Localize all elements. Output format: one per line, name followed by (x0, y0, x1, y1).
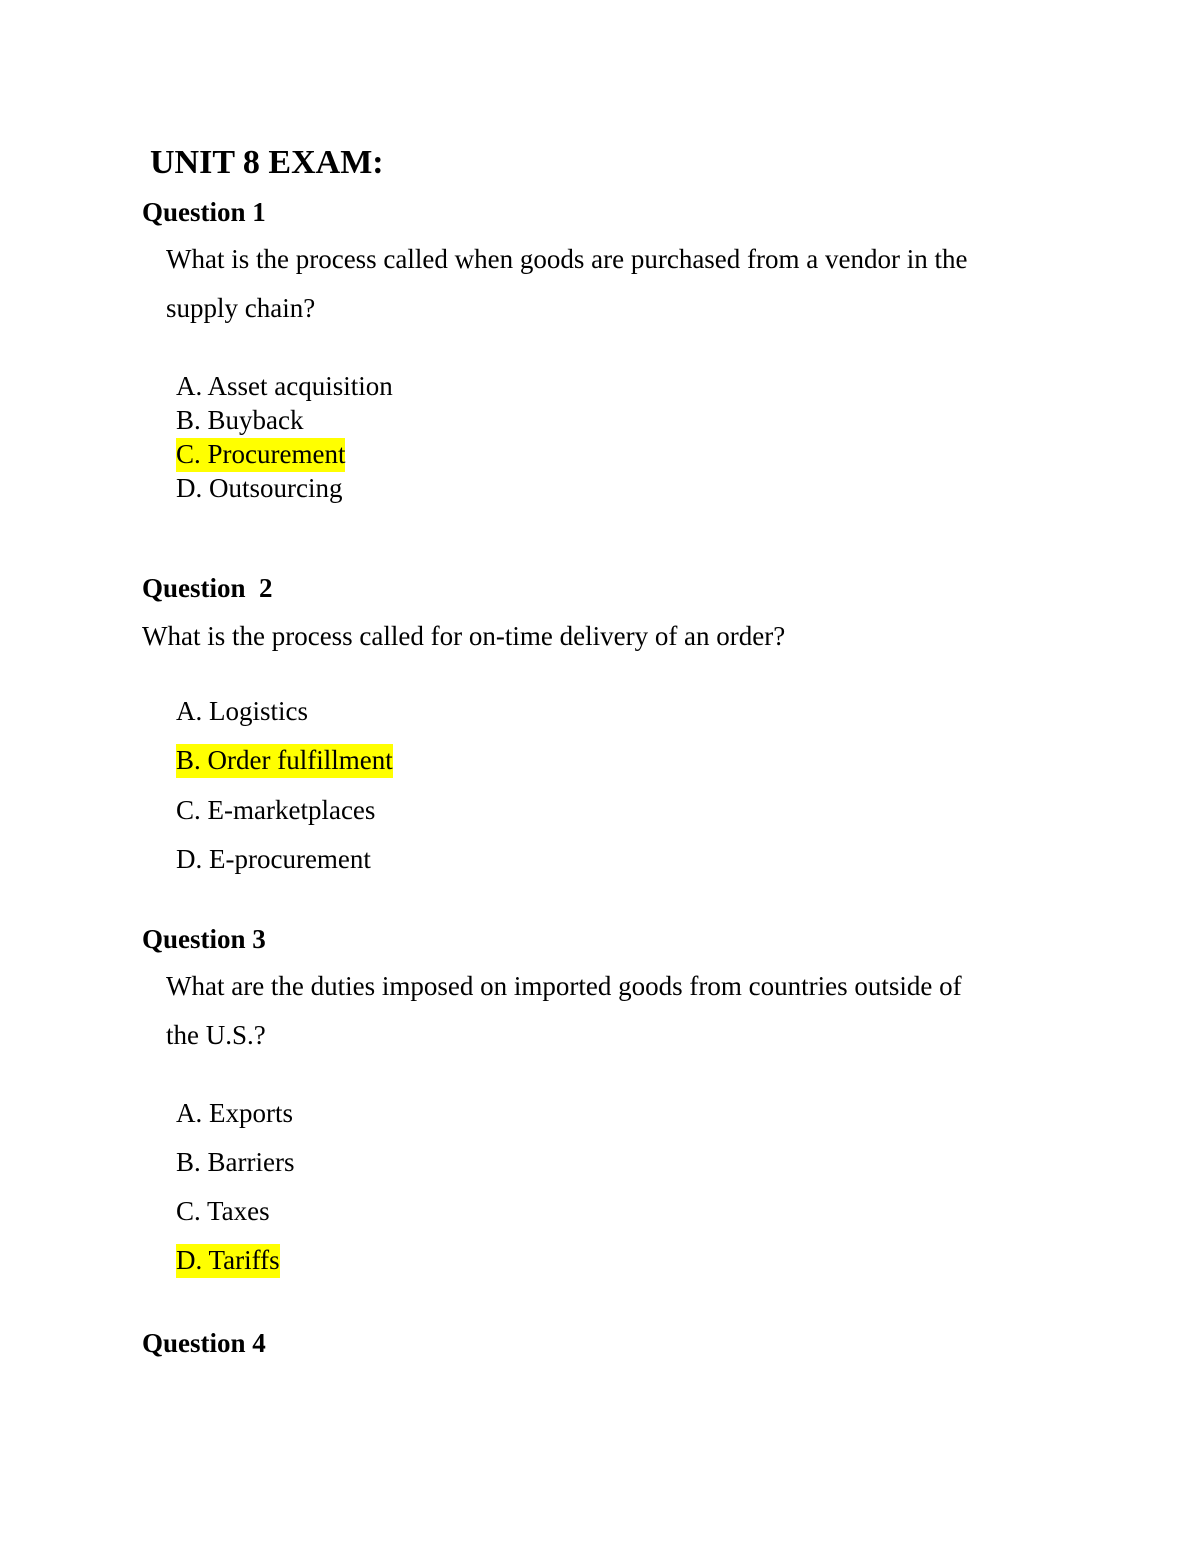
question-2-heading: Question 2 (142, 573, 273, 603)
question-4-heading: Question 4 (142, 1328, 266, 1358)
question-1-heading: Question 1 (142, 197, 266, 227)
question-1-option-d: D. Outsourcing (176, 473, 343, 503)
question-3-option-a: A. Exports (176, 1098, 293, 1128)
question-3-heading: Question 3 (142, 924, 266, 954)
question-3-option-c: C. Taxes (176, 1196, 270, 1226)
question-1-text-line-2: supply chain? (166, 293, 316, 323)
question-3-option-d-highlighted: D. Tariffs (176, 1244, 280, 1278)
question-2-option-c: C. E-marketplaces (176, 795, 376, 825)
question-1-option-b: B. Buyback (176, 405, 304, 435)
question-2-text-line-1: What is the process called for on-time delivery of an order? (142, 621, 786, 651)
question-1-option-a: A. Asset acquisition (176, 371, 393, 401)
exam-title: UNIT 8 EXAM: (150, 144, 384, 181)
question-2-option-d: D. E-procurement (176, 844, 371, 874)
question-3-text-line-1: What are the duties imposed on imported goods from countries outside of (166, 971, 962, 1001)
question-1-option-c-highlighted: C. Procurement (176, 438, 345, 472)
question-3-option-b: B. Barriers (176, 1147, 295, 1177)
question-2-option-b-highlighted: B. Order fulfillment (176, 744, 393, 778)
question-3-text-line-2: the U.S.? (166, 1020, 266, 1050)
question-2-option-a: A. Logistics (176, 696, 308, 726)
question-1-text-line-1: What is the process called when goods are purchased from a vendor in the (166, 244, 968, 274)
